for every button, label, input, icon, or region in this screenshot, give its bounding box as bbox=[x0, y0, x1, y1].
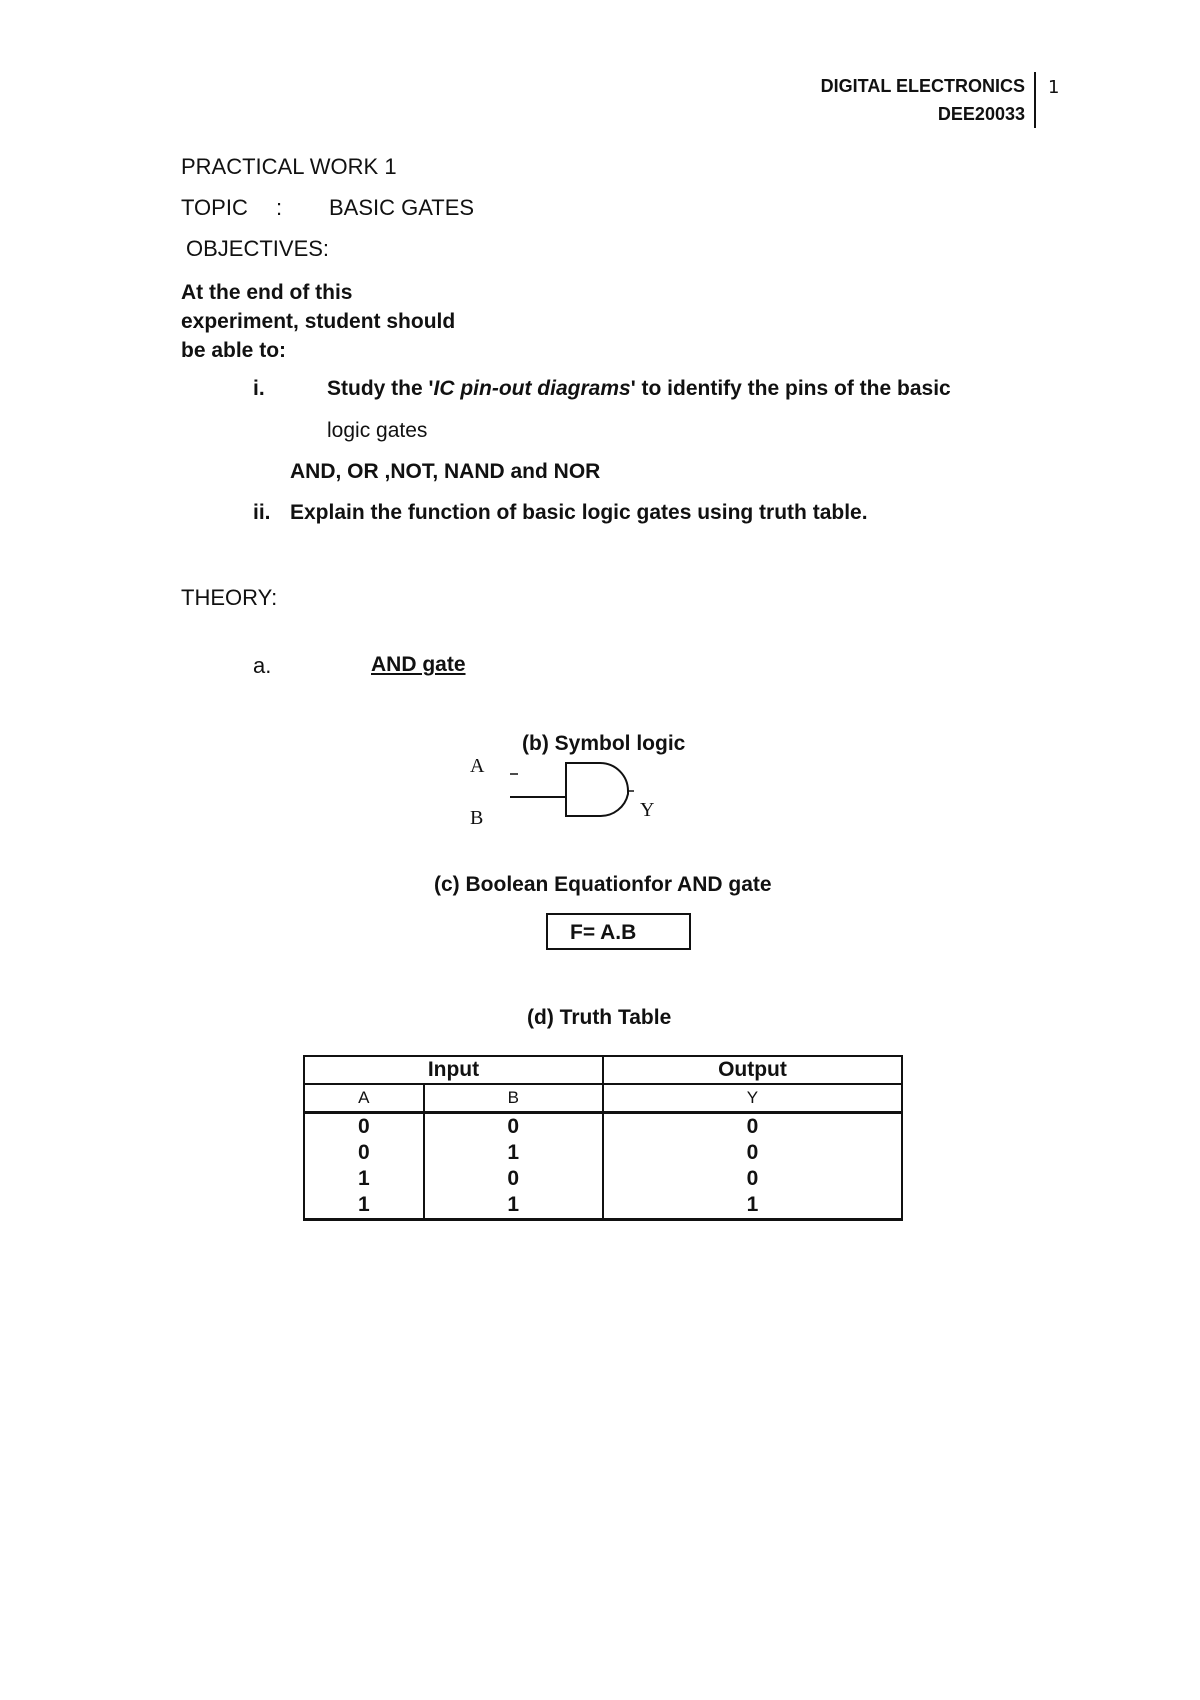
gate-output-label: Y bbox=[640, 799, 655, 821]
gate-input-a-label: A bbox=[470, 755, 485, 777]
table-row bbox=[304, 1192, 902, 1220]
header-divider bbox=[1034, 72, 1036, 128]
table-row bbox=[304, 1166, 902, 1192]
table-cell: 0 bbox=[304, 1140, 424, 1166]
and-gate-body bbox=[566, 763, 628, 816]
objective-text-1 bbox=[327, 377, 951, 401]
table-cell: 1 bbox=[603, 1192, 902, 1220]
equation-box bbox=[546, 913, 691, 950]
header-code: DEE20033 bbox=[937, 104, 1025, 124]
equation-caption: (c) Boolean Equationfor AND gate bbox=[434, 873, 772, 896]
table-row bbox=[304, 1140, 902, 1166]
topic-value: BASIC GATES bbox=[329, 195, 475, 220]
truth-table-column-header: B bbox=[424, 1084, 603, 1113]
table-cell: 0 bbox=[424, 1166, 603, 1192]
truth-table-group-header: Output bbox=[603, 1056, 902, 1084]
objectives-intro bbox=[181, 278, 455, 365]
topic-separator: : bbox=[276, 195, 283, 220]
table-cell: 1 bbox=[424, 1192, 603, 1220]
truth-table-caption: (d) Truth Table bbox=[527, 1006, 672, 1029]
objective-text-1-line2: logic gates bbox=[327, 419, 428, 442]
objectives-intro-line: experiment, student should bbox=[181, 310, 456, 333]
theory-heading: THEORY: bbox=[181, 585, 278, 610]
objective-text-1-prefix: Study the ' bbox=[327, 377, 434, 400]
table-cell: 1 bbox=[304, 1192, 424, 1220]
topic-label: TOPIC bbox=[181, 195, 248, 220]
objectives-intro-line: At the end of this bbox=[181, 281, 353, 304]
objectives-heading: OBJECTIVES: bbox=[186, 236, 330, 261]
truth-table-column-header-row bbox=[304, 1084, 902, 1113]
equation-text: F= A.B bbox=[570, 921, 637, 944]
truth-table-column-header: Y bbox=[603, 1084, 902, 1113]
table-cell: 0 bbox=[603, 1113, 902, 1141]
section-title: AND gate bbox=[371, 653, 466, 676]
objective-marker-1: i. bbox=[253, 377, 265, 400]
truth-table-column-header: A bbox=[304, 1084, 424, 1113]
objective-text-2: Explain the function of basic logic gates using truth table. bbox=[290, 501, 868, 524]
table-cell: 1 bbox=[424, 1140, 603, 1166]
page-number: 1 bbox=[1048, 77, 1060, 98]
objective-text-1-line3: AND, OR ,NOT, NAND and NOR bbox=[290, 460, 601, 483]
objective-text-1-emphasis: IC pin-out diagrams bbox=[433, 377, 631, 400]
symbol-caption: (b) Symbol logic bbox=[522, 732, 686, 755]
objective-text-1-suffix: ' to identify the pins of the basic bbox=[630, 377, 951, 400]
truth-table bbox=[303, 1055, 903, 1221]
header-subject: DIGITAL ELECTRONICS bbox=[820, 76, 1025, 96]
truth-table-group-header: Input bbox=[304, 1056, 603, 1084]
table-cell: 0 bbox=[603, 1166, 902, 1192]
section-marker: a. bbox=[253, 653, 272, 678]
objectives-intro-line: be able to: bbox=[181, 339, 287, 362]
table-cell: 1 bbox=[304, 1166, 424, 1192]
objective-marker-2: ii. bbox=[253, 501, 271, 524]
and-gate-symbol bbox=[500, 750, 660, 820]
table-row bbox=[304, 1113, 902, 1141]
table-cell: 0 bbox=[424, 1113, 603, 1141]
table-cell: 0 bbox=[304, 1113, 424, 1141]
truth-table-group-header-row bbox=[304, 1056, 902, 1084]
page-title: PRACTICAL WORK 1 bbox=[181, 154, 397, 179]
gate-input-b-label: B bbox=[470, 807, 484, 829]
table-cell: 0 bbox=[603, 1140, 902, 1166]
